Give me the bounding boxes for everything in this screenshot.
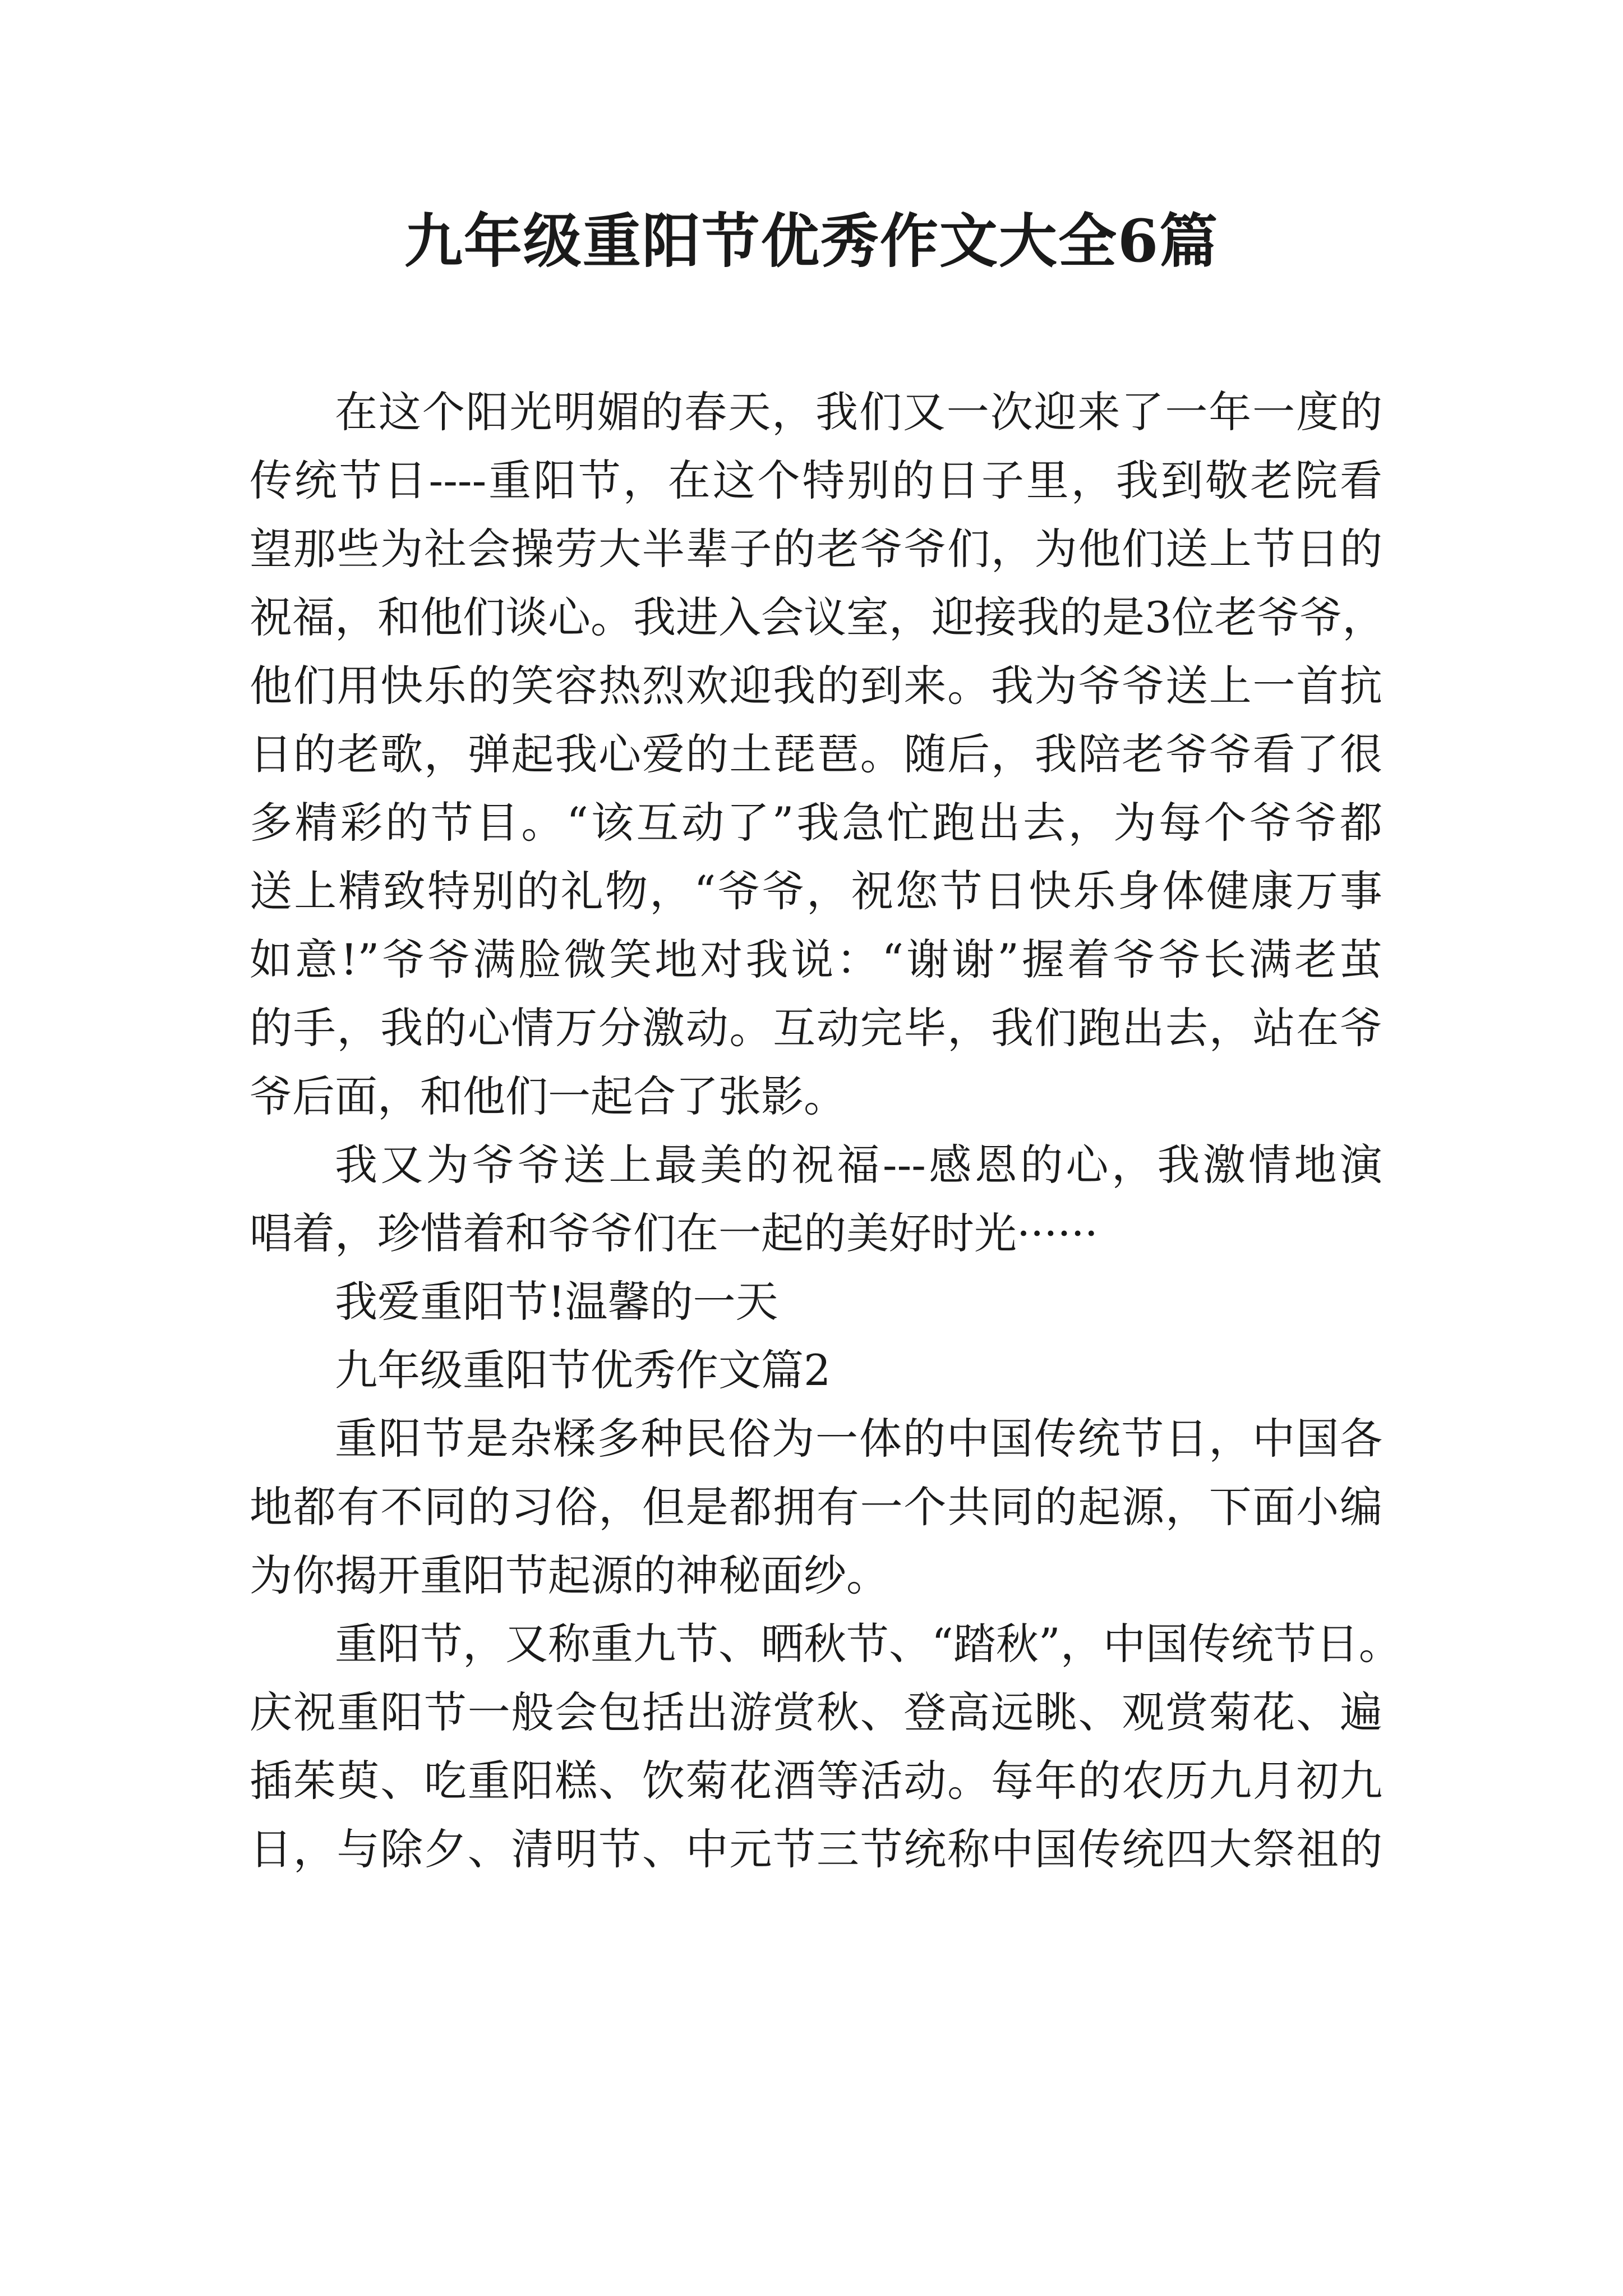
paragraph-3-line-1: 我爱重阳节!温馨的一天 — [335, 1277, 778, 1327]
paragraph-1-line-6: 日的老歌，弹起我心爱的土琵琶。随后，我陪老爷爷看了很 — [250, 729, 1382, 779]
paragraph-1-line-1: 在这个阳光明媚的春天，我们又一次迎来了一年一度的 — [335, 387, 1382, 437]
paragraph-4-line-3: 为你揭开重阳节起源的神秘面纱。 — [250, 1550, 889, 1600]
document-title: 九年级重阳节优秀作文大全6篇 — [404, 206, 1219, 275]
paragraph-1-line-5: 他们用快乐的笑容热烈欢迎我的到来。我为爷爷送上一首抗 — [250, 661, 1382, 711]
paragraph-1-line-7: 多精彩的节目。“该互动了”我急忙跑出去，为每个爷爷都 — [250, 798, 1382, 848]
paragraph-1-line-8: 送上精致特别的礼物，“爷爷，祝您节日快乐身体健康万事 — [250, 866, 1382, 916]
paragraph-1-line-10: 的手，我的心情万分激动。互动完毕，我们跑出去，站在爷 — [250, 1003, 1382, 1053]
paragraph-5-line-3: 插茱萸、吃重阳糕、饮菊花酒等活动。每年的农历九月初九 — [250, 1756, 1382, 1806]
paragraph-1-line-3: 望那些为社会操劳大半辈子的老爷爷们，为他们送上节日的 — [250, 524, 1382, 574]
paragraph-5-line-2: 庆祝重阳节一般会包括出游赏秋、登高远眺、观赏菊花、遍 — [250, 1687, 1382, 1737]
paragraph-1-line-11: 爷后面，和他们一起合了张影。 — [250, 1071, 846, 1121]
paragraph-2-line-1: 我又为爷爷送上最美的祝福---感恩的心，我激情地演 — [335, 1140, 1382, 1190]
paragraph-4-line-1: 重阳节是杂糅多种民俗为一体的中国传统节日，中国各 — [335, 1414, 1382, 1464]
paragraph-5-line-1: 重阳节，又称重九节、晒秋节、“踏秋”，中国传统节日。 — [335, 1619, 1401, 1669]
paragraph-1-line-2: 传统节日----重阳节，在这个特别的日子里，我到敬老院看 — [250, 455, 1382, 505]
section-heading: 九年级重阳节优秀作文篇2 — [335, 1345, 831, 1395]
paragraph-4-line-2: 地都有不同的习俗，但是都拥有一个共同的起源，下面小编 — [250, 1482, 1382, 1532]
paragraph-1-line-9: 如意!”爷爷满脸微笑地对我说：“谢谢”握着爷爷长满老茧 — [250, 935, 1382, 984]
paragraph-2-line-2: 唱着，珍惜着和爷爷们在一起的美好时光······ — [250, 1208, 1098, 1258]
paragraph-1-line-4: 祝福，和他们谈心。我进入会议室，迎接我的是3位老爷爷， — [250, 592, 1385, 642]
paragraph-5-line-4: 日，与除夕、清明节、中元节三节统称中国传统四大祭祖的 — [250, 1824, 1382, 1874]
